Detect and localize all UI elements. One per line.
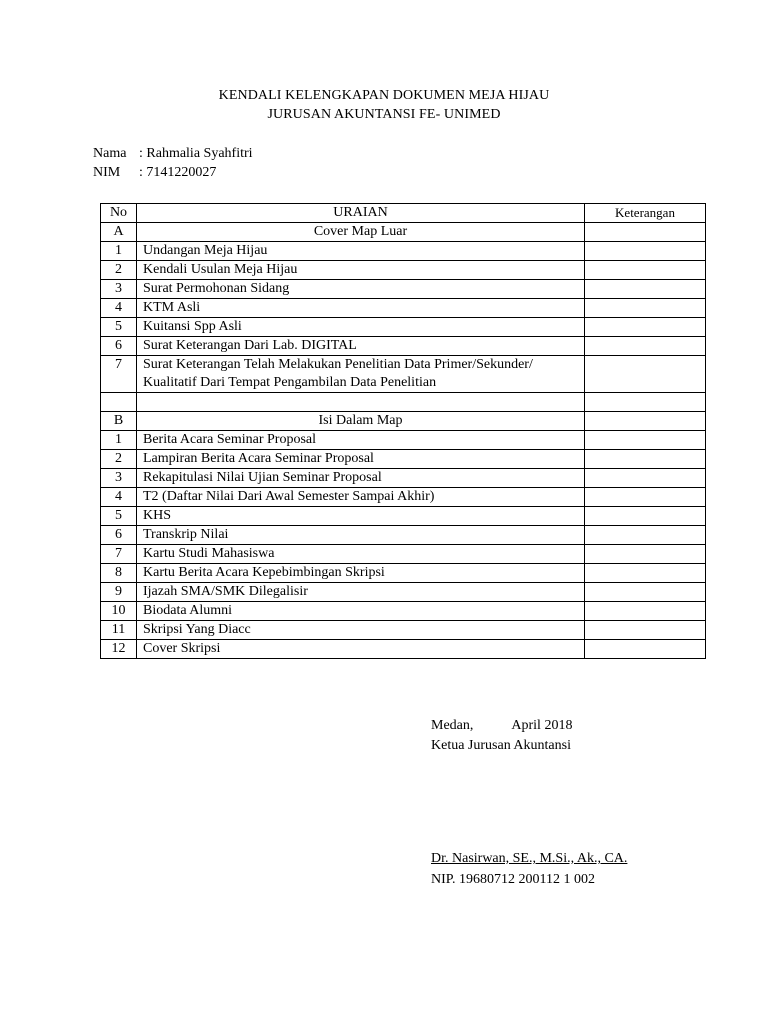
name-line [93, 146, 253, 162]
table-row [101, 640, 706, 659]
table-row [101, 469, 706, 488]
signatory-name: Dr. Nasirwan, SE., M.Si., Ak., CA. [431, 851, 628, 866]
table-row [101, 337, 706, 356]
row-no: 4 [101, 488, 137, 507]
row-no: 5 [101, 507, 137, 526]
header-no: No [101, 204, 137, 223]
row-no: 5 [101, 318, 137, 337]
row-ket [585, 261, 706, 280]
row-text: Kartu Studi Mahasiswa [137, 545, 585, 564]
table-row [101, 242, 706, 261]
row-ket [585, 564, 706, 583]
row-text: Surat Keterangan Dari Lab. DIGITAL [137, 337, 585, 356]
row-ket [585, 583, 706, 602]
table-header-row [101, 204, 706, 223]
row-ket [585, 356, 706, 393]
table-row [101, 318, 706, 337]
row-text: Kartu Berita Acara Kepebimbingan Skripsi [137, 564, 585, 583]
row-no: 1 [101, 242, 137, 261]
table-row [101, 450, 706, 469]
row-ket [585, 299, 706, 318]
row-text: Rekapitulasi Nilai Ujian Seminar Proposal [137, 469, 585, 488]
row-text: Ijazah SMA/SMK Dilegalisir [137, 583, 585, 602]
row-ket [585, 242, 706, 261]
name-value: : Rahmalia Syahfitri [139, 146, 253, 161]
row-ket [585, 450, 706, 469]
nim-label: NIM [93, 165, 121, 180]
row-text: Cover Skripsi [137, 640, 585, 659]
empty-cell [585, 393, 706, 412]
table-row [101, 602, 706, 621]
row-no: 7 [101, 356, 137, 393]
row-no: 8 [101, 564, 137, 583]
empty-cell [101, 393, 137, 412]
row-text: T2 (Daftar Nilai Dari Awal Semester Sampai Akhir) [137, 488, 585, 507]
table-row [101, 356, 706, 393]
row-text: Skripsi Yang Diacc [137, 621, 585, 640]
table-row [101, 261, 706, 280]
row-text: Berita Acara Seminar Proposal [137, 431, 585, 450]
section-a-title: Cover Map Luar [137, 223, 585, 242]
document-subtitle: JURUSAN AKUNTANSI FE- UNIMED [267, 107, 501, 122]
row-no: 3 [101, 280, 137, 299]
table-row [101, 431, 706, 450]
row-no: 1 [101, 431, 137, 450]
row-text: KTM Asli [137, 299, 585, 318]
row-ket [585, 431, 706, 450]
table-row [101, 299, 706, 318]
section-b-title: Isi Dalam Map [137, 412, 585, 431]
row-text: KHS [137, 507, 585, 526]
table-row [101, 280, 706, 299]
signatory-nip: NIP. 19680712 200112 1 002 [431, 872, 595, 887]
nim-value: : 7141220027 [139, 165, 217, 180]
row-text: Undangan Meja Hijau [137, 242, 585, 261]
row-ket [585, 602, 706, 621]
row-no: 3 [101, 469, 137, 488]
document-checklist-table [100, 203, 706, 659]
table-row [101, 545, 706, 564]
table-row [101, 526, 706, 545]
section-b-row [101, 412, 706, 431]
section-a-code: A [101, 223, 137, 242]
empty-row [101, 393, 706, 412]
row-text: Kuitansi Spp Asli [137, 318, 585, 337]
name-label: Nama [93, 146, 127, 161]
row-ket [585, 280, 706, 299]
row-ket [585, 488, 706, 507]
document-title: KENDALI KELENGKAPAN DOKUMEN MEJA HIJAU [218, 88, 550, 103]
row-ket [585, 621, 706, 640]
row-no: 4 [101, 299, 137, 318]
header-keterangan: Keterangan [585, 204, 706, 223]
section-a-ket [585, 223, 706, 242]
row-no: 7 [101, 545, 137, 564]
row-text: Kendali Usulan Meja Hijau [137, 261, 585, 280]
row-no: 10 [101, 602, 137, 621]
row-no: 11 [101, 621, 137, 640]
row-ket [585, 337, 706, 356]
row-text: Lampiran Berita Acara Seminar Proposal [137, 450, 585, 469]
row-text: Biodata Alumni [137, 602, 585, 621]
row-ket [585, 640, 706, 659]
table-row [101, 564, 706, 583]
row-text-line1: Surat Keterangan Telah Melakukan Penelitian Data Primer/Sekunder/ [143, 357, 533, 372]
row-no: 2 [101, 261, 137, 280]
section-b-ket [585, 412, 706, 431]
section-a-row [101, 223, 706, 242]
row-text: Transkrip Nilai [137, 526, 585, 545]
row-no: 2 [101, 450, 137, 469]
row-no: 6 [101, 526, 137, 545]
row-text-line2: Kualitatif Dari Tempat Pengambilan Data Penelitian [143, 375, 437, 390]
signature-date: April 2018 [511, 718, 573, 733]
row-no: 12 [101, 640, 137, 659]
row-ket [585, 469, 706, 488]
signature-place-date [431, 718, 572, 734]
signature-city: Medan, [431, 718, 474, 733]
table-row [101, 583, 706, 602]
empty-cell [137, 393, 585, 412]
signature-position: Ketua Jurusan Akuntansi [431, 738, 571, 753]
row-ket [585, 526, 706, 545]
row-text: Surat Permohonan Sidang [137, 280, 585, 299]
table-row [101, 621, 706, 640]
table-row [101, 507, 706, 526]
table-row [101, 488, 706, 507]
row-text-multiline [137, 356, 585, 393]
row-no: 6 [101, 337, 137, 356]
row-ket [585, 318, 706, 337]
row-no: 9 [101, 583, 137, 602]
header-uraian: URAIAN [137, 204, 585, 223]
row-ket [585, 507, 706, 526]
row-ket [585, 545, 706, 564]
nim-line [93, 165, 216, 181]
section-b-code: B [101, 412, 137, 431]
